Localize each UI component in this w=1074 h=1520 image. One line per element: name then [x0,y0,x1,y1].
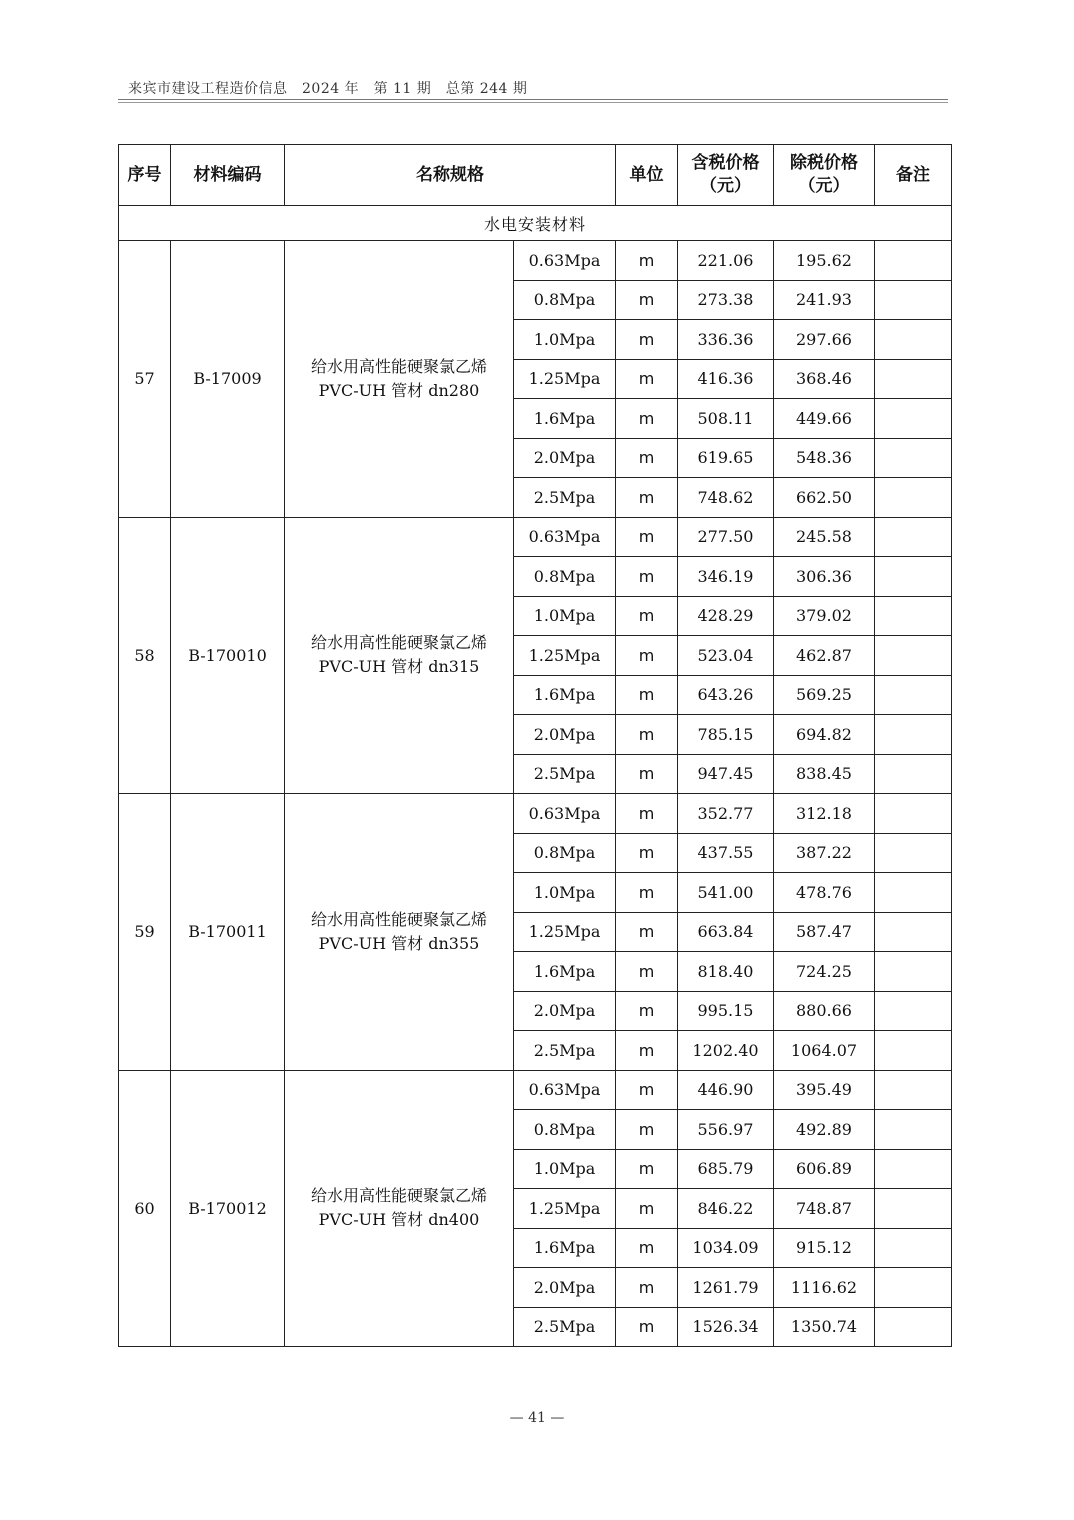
price-tax-cell: 1526.34 [678,1307,774,1347]
price-notax-cell: 1350.74 [774,1307,875,1347]
price-tax-cell: 446.90 [678,1070,774,1110]
remark-cell [875,280,952,320]
price-tax-cell: 416.36 [678,359,774,399]
price-notax-cell: 379.02 [774,596,875,636]
unit-cell: m [616,517,678,557]
price-notax-cell: 297.66 [774,320,875,360]
unit-cell: m [616,596,678,636]
price-notax-cell: 245.58 [774,517,875,557]
table-row [119,1070,952,1110]
unit-cell: m [616,952,678,992]
price-notax-cell: 587.47 [774,912,875,952]
price-tax-cell: 1261.79 [678,1268,774,1308]
price-notax-cell: 449.66 [774,399,875,439]
spec-cell: 2.0Mpa [514,715,616,755]
price-notax-cell: 748.87 [774,1189,875,1229]
unit-cell: m [616,1228,678,1268]
remark-cell [875,1070,952,1110]
name-line-1: 给水用高性能硬聚氯乙烯 [310,633,487,653]
remark-cell [875,833,952,873]
remark-cell [875,478,952,518]
price-notax-cell: 1116.62 [774,1268,875,1308]
price-tax-cell: 221.06 [678,241,774,281]
name-line-1: 给水用高性能硬聚氯乙烯 [310,356,487,376]
spec-cell: 2.5Mpa [514,754,616,794]
price-notax-cell: 880.66 [774,991,875,1031]
remark-cell [875,636,952,676]
price-tax-cell: 1202.40 [678,1031,774,1071]
seq-cell: 59 [119,794,171,1071]
unit-cell: m [616,280,678,320]
col-header-code: 材料编码 [171,145,285,206]
spec-cell: 2.5Mpa [514,1307,616,1347]
spec-cell: 1.0Mpa [514,320,616,360]
unit-cell: m [616,320,678,360]
name-line-2: PVC-UH 管材 dn400 [318,1210,480,1230]
spec-cell: 2.0Mpa [514,1268,616,1308]
spec-cell: 1.25Mpa [514,912,616,952]
remark-cell [875,596,952,636]
code-cell: B-17009 [171,241,285,518]
unit-cell: m [616,1149,678,1189]
col-header-price-tax: 含税价格（元） [678,145,774,206]
seq-cell: 58 [119,517,171,794]
unit-cell: m [616,438,678,478]
remark-cell [875,557,952,597]
table-row [119,517,952,557]
unit-cell: m [616,991,678,1031]
remark-cell [875,320,952,360]
price-tax-cell: 346.19 [678,557,774,597]
spec-cell: 2.5Mpa [514,1031,616,1071]
spec-cell: 1.0Mpa [514,1149,616,1189]
remark-cell [875,517,952,557]
remark-cell [875,1149,952,1189]
price-notax-cell: 694.82 [774,715,875,755]
unit-cell: m [616,1268,678,1308]
name-cell [285,241,514,518]
price-tax-cell: 995.15 [678,991,774,1031]
price-notax-cell: 478.76 [774,873,875,913]
price-notax-cell: 395.49 [774,1070,875,1110]
price-notax-cell: 838.45 [774,754,875,794]
table-header-row [119,145,952,206]
spec-cell: 0.8Mpa [514,833,616,873]
price-notax-cell: 462.87 [774,636,875,676]
spec-cell: 2.0Mpa [514,438,616,478]
spec-cell: 2.0Mpa [514,991,616,1031]
price-tax-cell: 947.45 [678,754,774,794]
spec-cell: 1.25Mpa [514,1189,616,1229]
price-tax-cell: 428.29 [678,596,774,636]
price-tax-cell: 541.00 [678,873,774,913]
unit-cell: m [616,399,678,439]
remark-cell [875,1031,952,1071]
unit-cell: m [616,1307,678,1347]
unit-cell: m [616,636,678,676]
spec-cell: 2.5Mpa [514,478,616,518]
name-cell [285,517,514,794]
price-notax-cell: 724.25 [774,952,875,992]
running-header: 来宾市建设工程造价信息 2024 年 第 11 期 总第 244 期 [128,81,528,97]
remark-cell [875,794,952,834]
spec-cell: 0.8Mpa [514,280,616,320]
spec-cell: 0.63Mpa [514,241,616,281]
name-line-1: 给水用高性能硬聚氯乙烯 [310,909,487,929]
unit-cell: m [616,754,678,794]
price-tax-cell: 619.65 [678,438,774,478]
price-notax-cell: 368.46 [774,359,875,399]
unit-cell: m [616,241,678,281]
code-cell: B-170011 [171,794,285,1071]
remark-cell [875,1268,952,1308]
spec-cell: 0.63Mpa [514,517,616,557]
price-notax-cell: 195.62 [774,241,875,281]
spec-cell: 0.8Mpa [514,557,616,597]
price-notax-cell: 548.36 [774,438,875,478]
unit-cell: m [616,557,678,597]
col-header-unit: 单位 [616,145,678,206]
price-tax-cell: 748.62 [678,478,774,518]
price-notax-cell: 387.22 [774,833,875,873]
price-tax-cell: 818.40 [678,952,774,992]
spec-cell: 1.6Mpa [514,399,616,439]
name-line-2: PVC-UH 管材 dn355 [318,933,480,953]
remark-cell [875,873,952,913]
spec-cell: 1.6Mpa [514,952,616,992]
remark-cell [875,991,952,1031]
price-tax-cell: 437.55 [678,833,774,873]
spec-cell: 0.63Mpa [514,1070,616,1110]
price-notax-cell: 312.18 [774,794,875,834]
unit-cell: m [616,1189,678,1229]
price-notax-cell: 915.12 [774,1228,875,1268]
remark-cell [875,1110,952,1150]
price-tax-cell: 1034.09 [678,1228,774,1268]
unit-cell: m [616,833,678,873]
header-rule [118,99,948,100]
spec-cell: 1.25Mpa [514,359,616,399]
name-line-2: PVC-UH 管材 dn280 [318,380,480,400]
spec-cell: 1.25Mpa [514,636,616,676]
spec-cell: 1.0Mpa [514,596,616,636]
price-tax-cell: 273.38 [678,280,774,320]
price-notax-cell: 569.25 [774,675,875,715]
price-tax-cell: 846.22 [678,1189,774,1229]
unit-cell: m [616,794,678,834]
unit-cell: m [616,1110,678,1150]
name-line-1: 给水用高性能硬聚氯乙烯 [310,1186,487,1206]
page-number: — 41 — [509,1410,565,1426]
code-cell: B-170010 [171,517,285,794]
unit-cell: m [616,912,678,952]
seq-cell: 60 [119,1070,171,1347]
spec-cell: 1.6Mpa [514,675,616,715]
seq-cell: 57 [119,241,171,518]
remark-cell [875,754,952,794]
col-header-price-notax: 除税价格（元） [774,145,875,206]
name-cell [285,794,514,1071]
price-tax-cell: 352.77 [678,794,774,834]
price-notax-cell: 492.89 [774,1110,875,1150]
unit-cell: m [616,715,678,755]
remark-cell [875,359,952,399]
spec-cell: 0.63Mpa [514,794,616,834]
price-tax-cell: 785.15 [678,715,774,755]
unit-cell: m [616,873,678,913]
price-table [118,144,952,1347]
col-header-remark: 备注 [875,145,952,206]
section-title: 水电安装材料 [119,206,952,241]
unit-cell: m [616,1031,678,1071]
table-row [119,241,952,281]
remark-cell [875,241,952,281]
remark-cell [875,912,952,952]
spec-cell: 1.6Mpa [514,1228,616,1268]
col-header-name: 名称规格 [285,145,616,206]
price-tax-cell: 663.84 [678,912,774,952]
price-tax-cell: 523.04 [678,636,774,676]
price-notax-cell: 662.50 [774,478,875,518]
price-notax-cell: 606.89 [774,1149,875,1189]
unit-cell: m [616,675,678,715]
price-tax-cell: 643.26 [678,675,774,715]
header-rule-thin [118,102,948,103]
price-tax-cell: 556.97 [678,1110,774,1150]
name-line-2: PVC-UH 管材 dn315 [318,657,480,677]
price-tax-cell: 336.36 [678,320,774,360]
name-cell [285,1070,514,1347]
code-cell: B-170012 [171,1070,285,1347]
col-header-seq: 序号 [119,145,171,206]
remark-cell [875,1189,952,1229]
unit-cell: m [616,359,678,399]
price-tax-cell: 685.79 [678,1149,774,1189]
price-tax-cell: 508.11 [678,399,774,439]
spec-cell: 0.8Mpa [514,1110,616,1150]
remark-cell [875,399,952,439]
unit-cell: m [616,478,678,518]
price-notax-cell: 241.93 [774,280,875,320]
remark-cell [875,1228,952,1268]
table-row [119,794,952,834]
remark-cell [875,438,952,478]
remark-cell [875,952,952,992]
price-notax-cell: 1064.07 [774,1031,875,1071]
unit-cell: m [616,1070,678,1110]
remark-cell [875,1307,952,1347]
remark-cell [875,675,952,715]
section-row [119,206,952,241]
price-tax-cell: 277.50 [678,517,774,557]
price-notax-cell: 306.36 [774,557,875,597]
spec-cell: 1.0Mpa [514,873,616,913]
remark-cell [875,715,952,755]
